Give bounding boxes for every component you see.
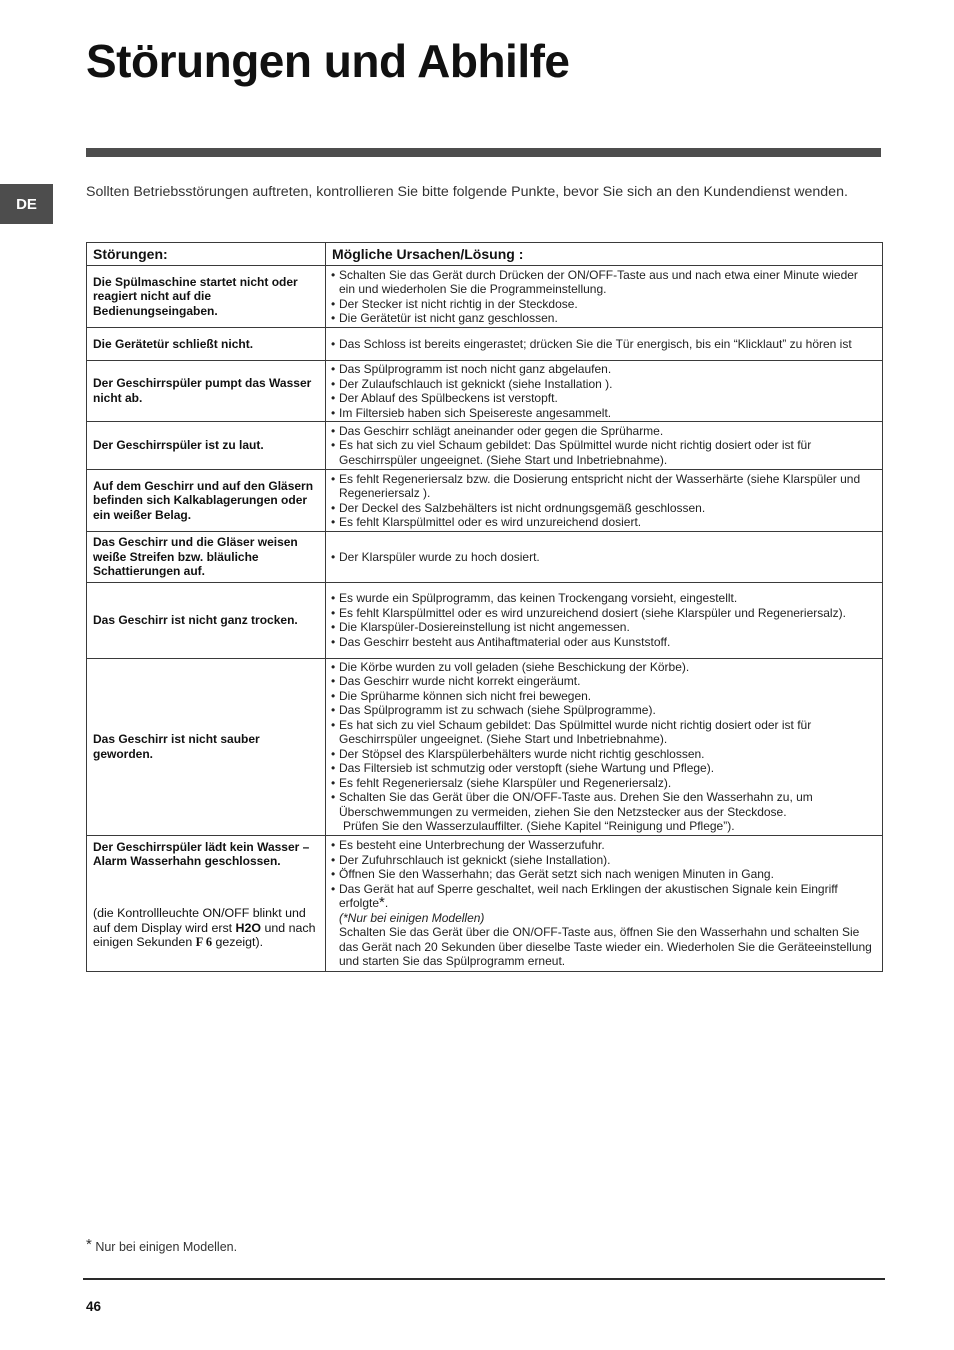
troubleshooting-table	[86, 242, 883, 972]
display-code-h2o: H2O	[235, 920, 262, 935]
page-title: Störungen und Abhilfe	[86, 35, 570, 87]
column-header-causes: Mögliche Ursachen/Lösung :	[326, 243, 883, 266]
footer-divider	[83, 1278, 885, 1280]
cause-item: • Schalten Sie das Gerät über die ON/OFF-Taste aus. Drehen Sie den Wasserhahn zu, um Überschwemmungen zu vermeiden, ziehen Sie den Netzstecker aus der Steckdose.	[331, 790, 876, 819]
cause-item: • Der Stöpsel des Klarspülerbehälters wurde nicht richtig geschlossen.	[331, 747, 876, 762]
cause-item: • Es fehlt Regeneriersalz (siehe Klarspüler und Regeneriersalz).	[331, 776, 876, 791]
cause-item	[331, 882, 876, 911]
cause-item: • Die Klarspüler-Dosiereinstellung ist nicht angemessen.	[331, 620, 876, 635]
table-row	[87, 328, 883, 361]
cause-item: • Es wurde ein Spülprogramm, das keinen Trockengang vorsieht, eingestellt.	[331, 591, 876, 606]
title-divider	[86, 148, 881, 157]
cause-item: • Das Schloss ist bereits eingerastet; drücken Sie die Tür energisch, bis ein “Klicklaut” zu hören ist	[331, 337, 876, 352]
table-row	[87, 361, 883, 422]
cause-item: • Das Geschirr besteht aus Antihaftmaterial oder aus Kunststoff.	[331, 635, 876, 650]
causes-cell	[326, 532, 883, 583]
cause-item: • Die Sprüharme können sich nicht frei bewegen.	[331, 689, 876, 704]
model-note: (*Nur bei einigen Modellen)	[339, 910, 485, 925]
cause-item: • Es hat sich zu viel Schaum gebildet: Das Spülmittel wurde nicht richtig dosiert oder ist für Geschirrspüler ungeeignet. (Siehe Start und Inbetriebnahme).	[331, 718, 876, 747]
language-tab: DE	[0, 184, 53, 224]
problem-cell: Der Geschirrspüler pumpt das Wasser nicht ab.	[87, 361, 326, 422]
table-row	[87, 835, 883, 971]
footnote-text: Nur bei einigen Modellen.	[95, 1240, 238, 1254]
table-row	[87, 532, 883, 583]
display-code-f6: F 6	[195, 935, 213, 950]
cause-item: • Das Spülprogramm ist zu schwach (siehe Spülprogramme).	[331, 703, 876, 718]
problem-cell: Die Gerätetür schließt nicht.	[87, 328, 326, 361]
cause-item: • Es besteht eine Unterbrechung der Wasserzufuhr.	[331, 838, 876, 853]
cause-item: • Der Stecker ist nicht richtig in der Steckdose.	[331, 297, 876, 312]
table-row	[87, 422, 883, 470]
causes-cell	[326, 266, 883, 328]
cause-item: • Der Zufuhrschlauch ist geknickt (siehe Installation).	[331, 853, 876, 868]
cause-item: • Öffnen Sie den Wasserhahn; das Gerät setzt sich nach wenigen Minuten in Gang.	[331, 867, 876, 882]
causes-cell	[326, 582, 883, 658]
asterisk-mark: *	[86, 1236, 92, 1253]
intro-text: Sollten Betriebsstörungen auftreten, kontrollieren Sie bitte folgende Punkte, bevor Sie sich an den Kundendienst wenden.	[86, 184, 848, 200]
column-header-problem: Störungen:	[87, 243, 326, 266]
cause-item: • Es hat sich zu viel Schaum gebildet: Das Spülmittel wurde nicht richtig dosiert oder ist für Geschirrspüler ungeeignet. (Siehe Start und Inbetriebnahme).	[331, 438, 876, 467]
cause-item: • Der Klarspüler wurde zu hoch dosiert.	[331, 550, 876, 565]
cause-item: • Im Filtersieb haben sich Speisereste angesammelt.	[331, 406, 876, 421]
cause-item: • Der Deckel des Salzbehälters ist nicht ordnungsgemäß geschlossen.	[331, 501, 876, 516]
problem-cell: Auf dem Geschirr und auf den Gläsern befinden sich Kalkablagerungen oder ein weißer Belag.	[87, 470, 326, 532]
problem-cell: Der Geschirrspüler ist zu laut.	[87, 422, 326, 470]
cause-item: • Die Körbe wurden zu voll geladen (siehe Beschickung der Körbe).	[331, 660, 876, 675]
problem-note	[93, 906, 319, 950]
cause-extra: Prüfen Sie den Wasserzulauffilter. (Siehe Kapitel “Reinigung und Pflege”).	[343, 819, 735, 834]
page-number: 46	[86, 1299, 102, 1314]
problem-note-text: und nach einigen Sekunden	[93, 920, 316, 950]
cause-item: • Die Gerätetür ist nicht ganz geschlossen.	[331, 311, 876, 326]
causes-cell	[326, 470, 883, 532]
cause-item: • Es fehlt Regeneriersalz bzw. die Dosierung entspricht nicht der Wasserhärte (siehe Klarspüler und Regeneriersalz ).	[331, 472, 876, 501]
footnote	[86, 1236, 237, 1254]
problem-cell: Das Geschirr ist nicht sauber geworden.	[87, 658, 326, 835]
cause-item: • Der Zulaufschlauch ist geknickt (siehe Installation ).	[331, 377, 876, 392]
table-row	[87, 582, 883, 658]
cause-item: • Der Ablauf des Spülbeckens ist verstopft.	[331, 391, 876, 406]
problem-note-text: gezeigt).	[212, 935, 264, 950]
causes-cell	[326, 835, 883, 971]
problem-cell: Die Spülmaschine startet nicht oder reagiert nicht auf die Bedienungseingaben.	[87, 266, 326, 328]
cause-item: • Es fehlt Klarspülmittel oder es wird unzureichend dosiert.	[331, 515, 876, 530]
causes-cell	[326, 422, 883, 470]
problem-cell: Das Geschirr ist nicht ganz trocken.	[87, 582, 326, 658]
cause-item: • Das Spülprogramm ist noch nicht ganz abgelaufen.	[331, 362, 876, 377]
problem-cell	[87, 835, 326, 971]
cause-lock-end: .	[384, 896, 389, 911]
cause-item: • Schalten Sie das Gerät durch Drücken der ON/OFF-Taste aus und nach etwa einer Minute wieder ein und wiederholen Sie die Programmeinstellung.	[331, 268, 876, 297]
table-row	[87, 266, 883, 328]
table-header-row	[87, 243, 883, 266]
causes-cell	[326, 328, 883, 361]
problem-note-text: (die Kontrollleuchte ON/OFF blinkt und auf dem Display wird erst	[93, 905, 306, 935]
cause-item: • Das Geschirr wurde nicht korrekt eingeräumt.	[331, 674, 876, 689]
cause-item: • Das Filtersieb ist schmutzig oder verstopft (siehe Wartung und Pflege).	[331, 761, 876, 776]
causes-cell	[326, 361, 883, 422]
cause-lock-text: Das Gerät hat auf Sperre geschaltet, weil nach Erklingen der akustischen Signale kein Eingriff erfolgte	[339, 881, 838, 911]
problem-text: Der Geschirrspüler lädt kein Wasser – Alarm Wasserhahn geschlossen.	[93, 839, 310, 869]
cause-closing: Schalten Sie das Gerät über die ON/OFF-Taste aus, öffnen Sie den Wasserhahn und schalten Sie das Gerät nach 20 Sekunden über dieselbe Taste wieder ein. Wiederholen Sie die Geräteeinstellung und starten Sie das Spülprogramm erneut.	[339, 925, 872, 969]
cause-item: • Es fehlt Klarspülmittel oder es wird unzureichend dosiert (siehe Klarspüler und Regeneriersalz).	[331, 606, 876, 621]
cause-item: • Das Geschirr schlägt aneinander oder gegen die Sprüharme.	[331, 424, 876, 439]
problem-cell: Das Geschirr und die Gläser weisen weiße Streifen bzw. bläuliche Schattierungen auf.	[87, 532, 326, 583]
table-row	[87, 470, 883, 532]
causes-cell	[326, 658, 883, 835]
asterisk-mark: *	[379, 894, 385, 912]
table-row	[87, 658, 883, 835]
